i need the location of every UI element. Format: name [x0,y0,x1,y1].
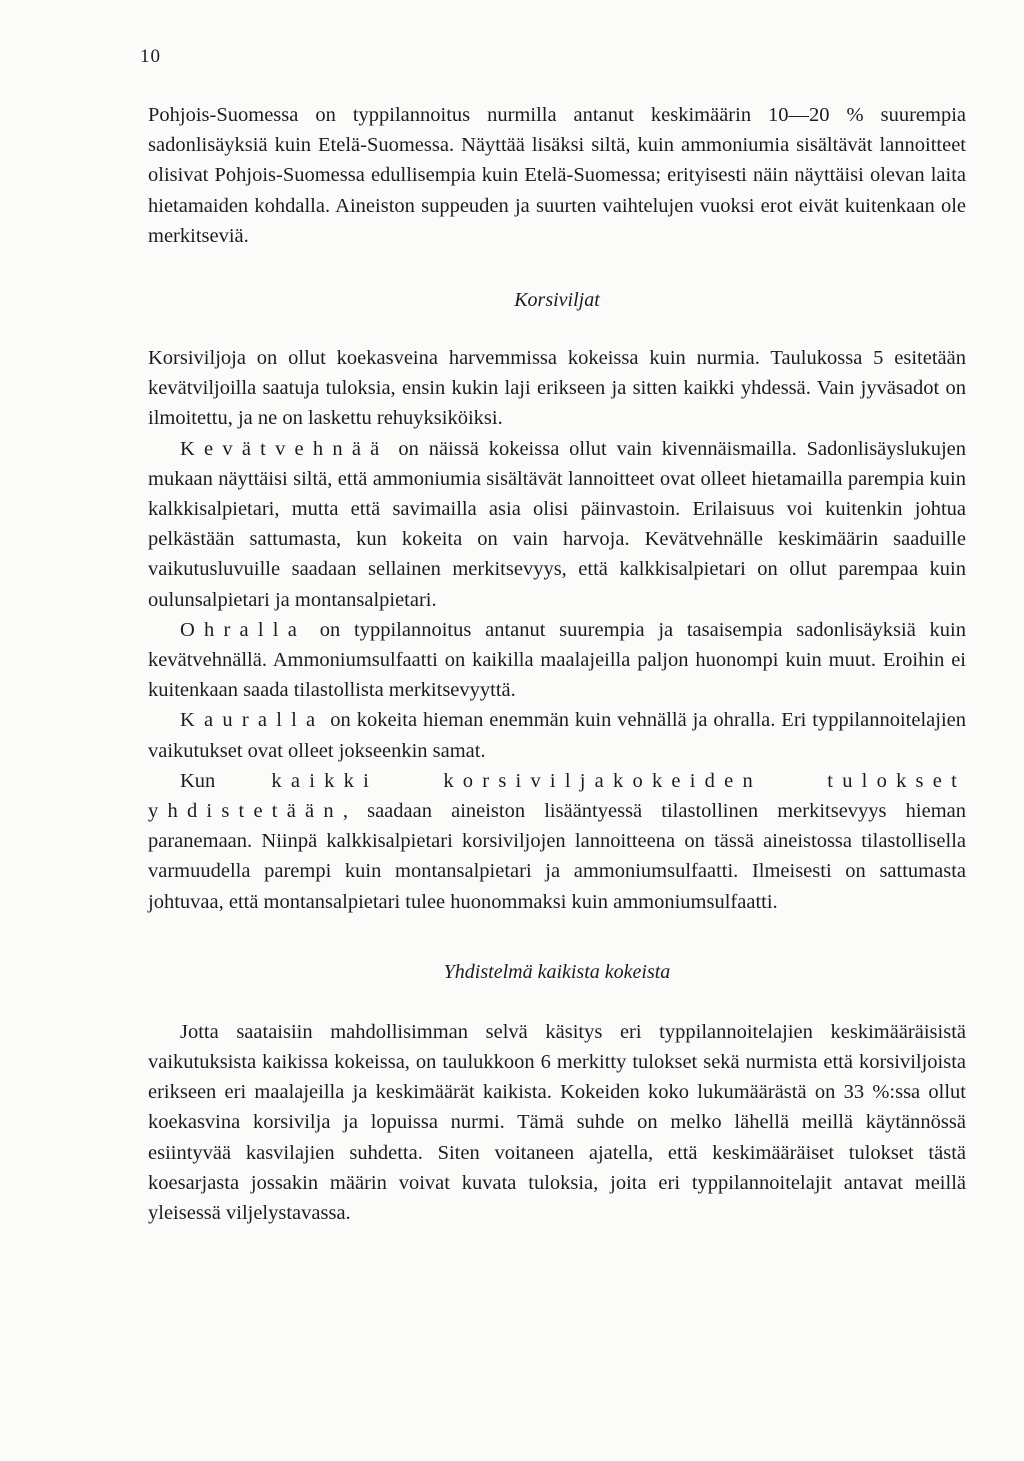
paragraph-kaikki-korsiviljat [148,766,966,917]
section-heading-korsiviljat: Korsiviljat [514,289,600,312]
paragraph-text: on typpilannoitus antanut suurempia ja tasaisempia sadonlisäyksiä kuin kevätvehnällä. Ammoniumsulfaatti on kaikilla maalajeilla paljon huonompi kuin muut. Eroihin ei kuitenkaan saada tilastollista merkitsevyyttä. [148,618,966,702]
paragraph-kaura [148,705,966,765]
emphasis-kevatvehna: Kevätvehnää [180,437,389,460]
paragraph-text: , saadaan aineiston lisääntyessä tilastollinen merkitsevyys hieman paranemaan. Niinpä kalkkisalpietari korsiviljojen lannoitteena on tässä aineistossa tilastollisella varmuudella parempi kuin montansalpietari ja ammoniumsulfaatti. Ilmeisesti on sattumasta johtuvaa, että montansalpietari tulee huonommaksi kuin ammoniumsulfaatti. [148,800,966,913]
emphasis-ohralla: Ohralla [180,618,307,641]
page-number: 10 [140,46,161,67]
paragraph-kevatvehna [148,434,966,615]
section-heading-yhdistelma: Yhdistelmä kaikista kokeista [443,960,671,983]
paragraph-ohra [148,615,966,706]
paragraph-korsiviljat-intro: Korsiviljoja on ollut koekasveina harvemmissa kokeissa kuin nurmia. Taulukossa 5 esitetään kevätviljoilla saatuja tuloksia, ensin kukin laji erikseen ja sitten kaikki yhdessä. Vain jyväsadot on ilmoitettu, ja ne on laskettu rehuyksiköiksi. [148,347,966,430]
emphasis-kaikki-korsiviljakokeet: kaikki korsiviljakokeiden tulokset yhdistetään [148,769,966,823]
paragraph-text: on kokeita hieman enemmän kuin vehnällä ja ohralla. Eri typpilannoitelajien vaikutukset ovat olleet jokseenkin samat. [148,709,966,762]
paragraph-text: Kun [180,769,272,792]
paragraph-nurmet-conclusion: Pohjois-Suomessa on typpilannoitus nurmilla antanut keskimäärin 10—20 % suurempia sadonlisäyksiä kuin Etelä-Suomessa. Näyttää lisäksi siltä, kuin ammoniumia sisältävät lannoitteet olisivat Pohjois-Suomessa edullisempia kuin Etelä-Suomessa; erityisesti näin näyttäisi olevan laita hietamaiden kohdalla. Aineiston suppeuden ja suurten vaihtelujen vuoksi erot eivät kuitenkaan ole merkitseviä. [148,104,966,247]
page-body [148,100,966,1228]
emphasis-kauralla: Kauralla [180,709,325,732]
paragraph-text: on näissä kokeissa ollut vain kivennäismailla. Sadonlisäyslukujen mukaan näyttäisi siltä, että ammoniumia sisältävät lannoitteet ovat olleet hietamailla parempia kuin kalkkisalpietari, mutta että savimailla asia olisi päinvastoin. Erilaisuus voi kuitenkin johtua pelkästään sattumasta, kun kokeita on vain harvoja. Kevätvehnälle keskimäärin saaduille vaikutusluvuille saadaan sellainen merkitsevyys, että kalkkisalpietari on ollut parempaa kuin oulunsalpietari ja montansalpietari. [148,437,966,611]
paragraph-yhdistelma: Jotta saataisiin mahdollisimman selvä käsitys eri typpilannoitelajien keskimääräisistä vaikutuksista kaikissa kokeissa, on taulukkoon 6 merkitty tulokset sekä nurmista että korsiviljoista erikseen eri maalajeilla ja keskimäärät kaikista. Kokeiden koko lukumäärästä on 33 %:ssa ollut koekasvina korsivilja ja lopuissa nurmi. Tämä suhde on melko lähellä meillä käytännössä esiintyvää kasvilajien suhdetta. Siten voitaneen ajatella, että keskimääräiset tulokset tästä koesarjasta jossakin määrin voivat kuvata tuloksia, joita eri typpilannoitelajit antavat meillä yleisessä viljelystavassa. [148,1020,966,1225]
